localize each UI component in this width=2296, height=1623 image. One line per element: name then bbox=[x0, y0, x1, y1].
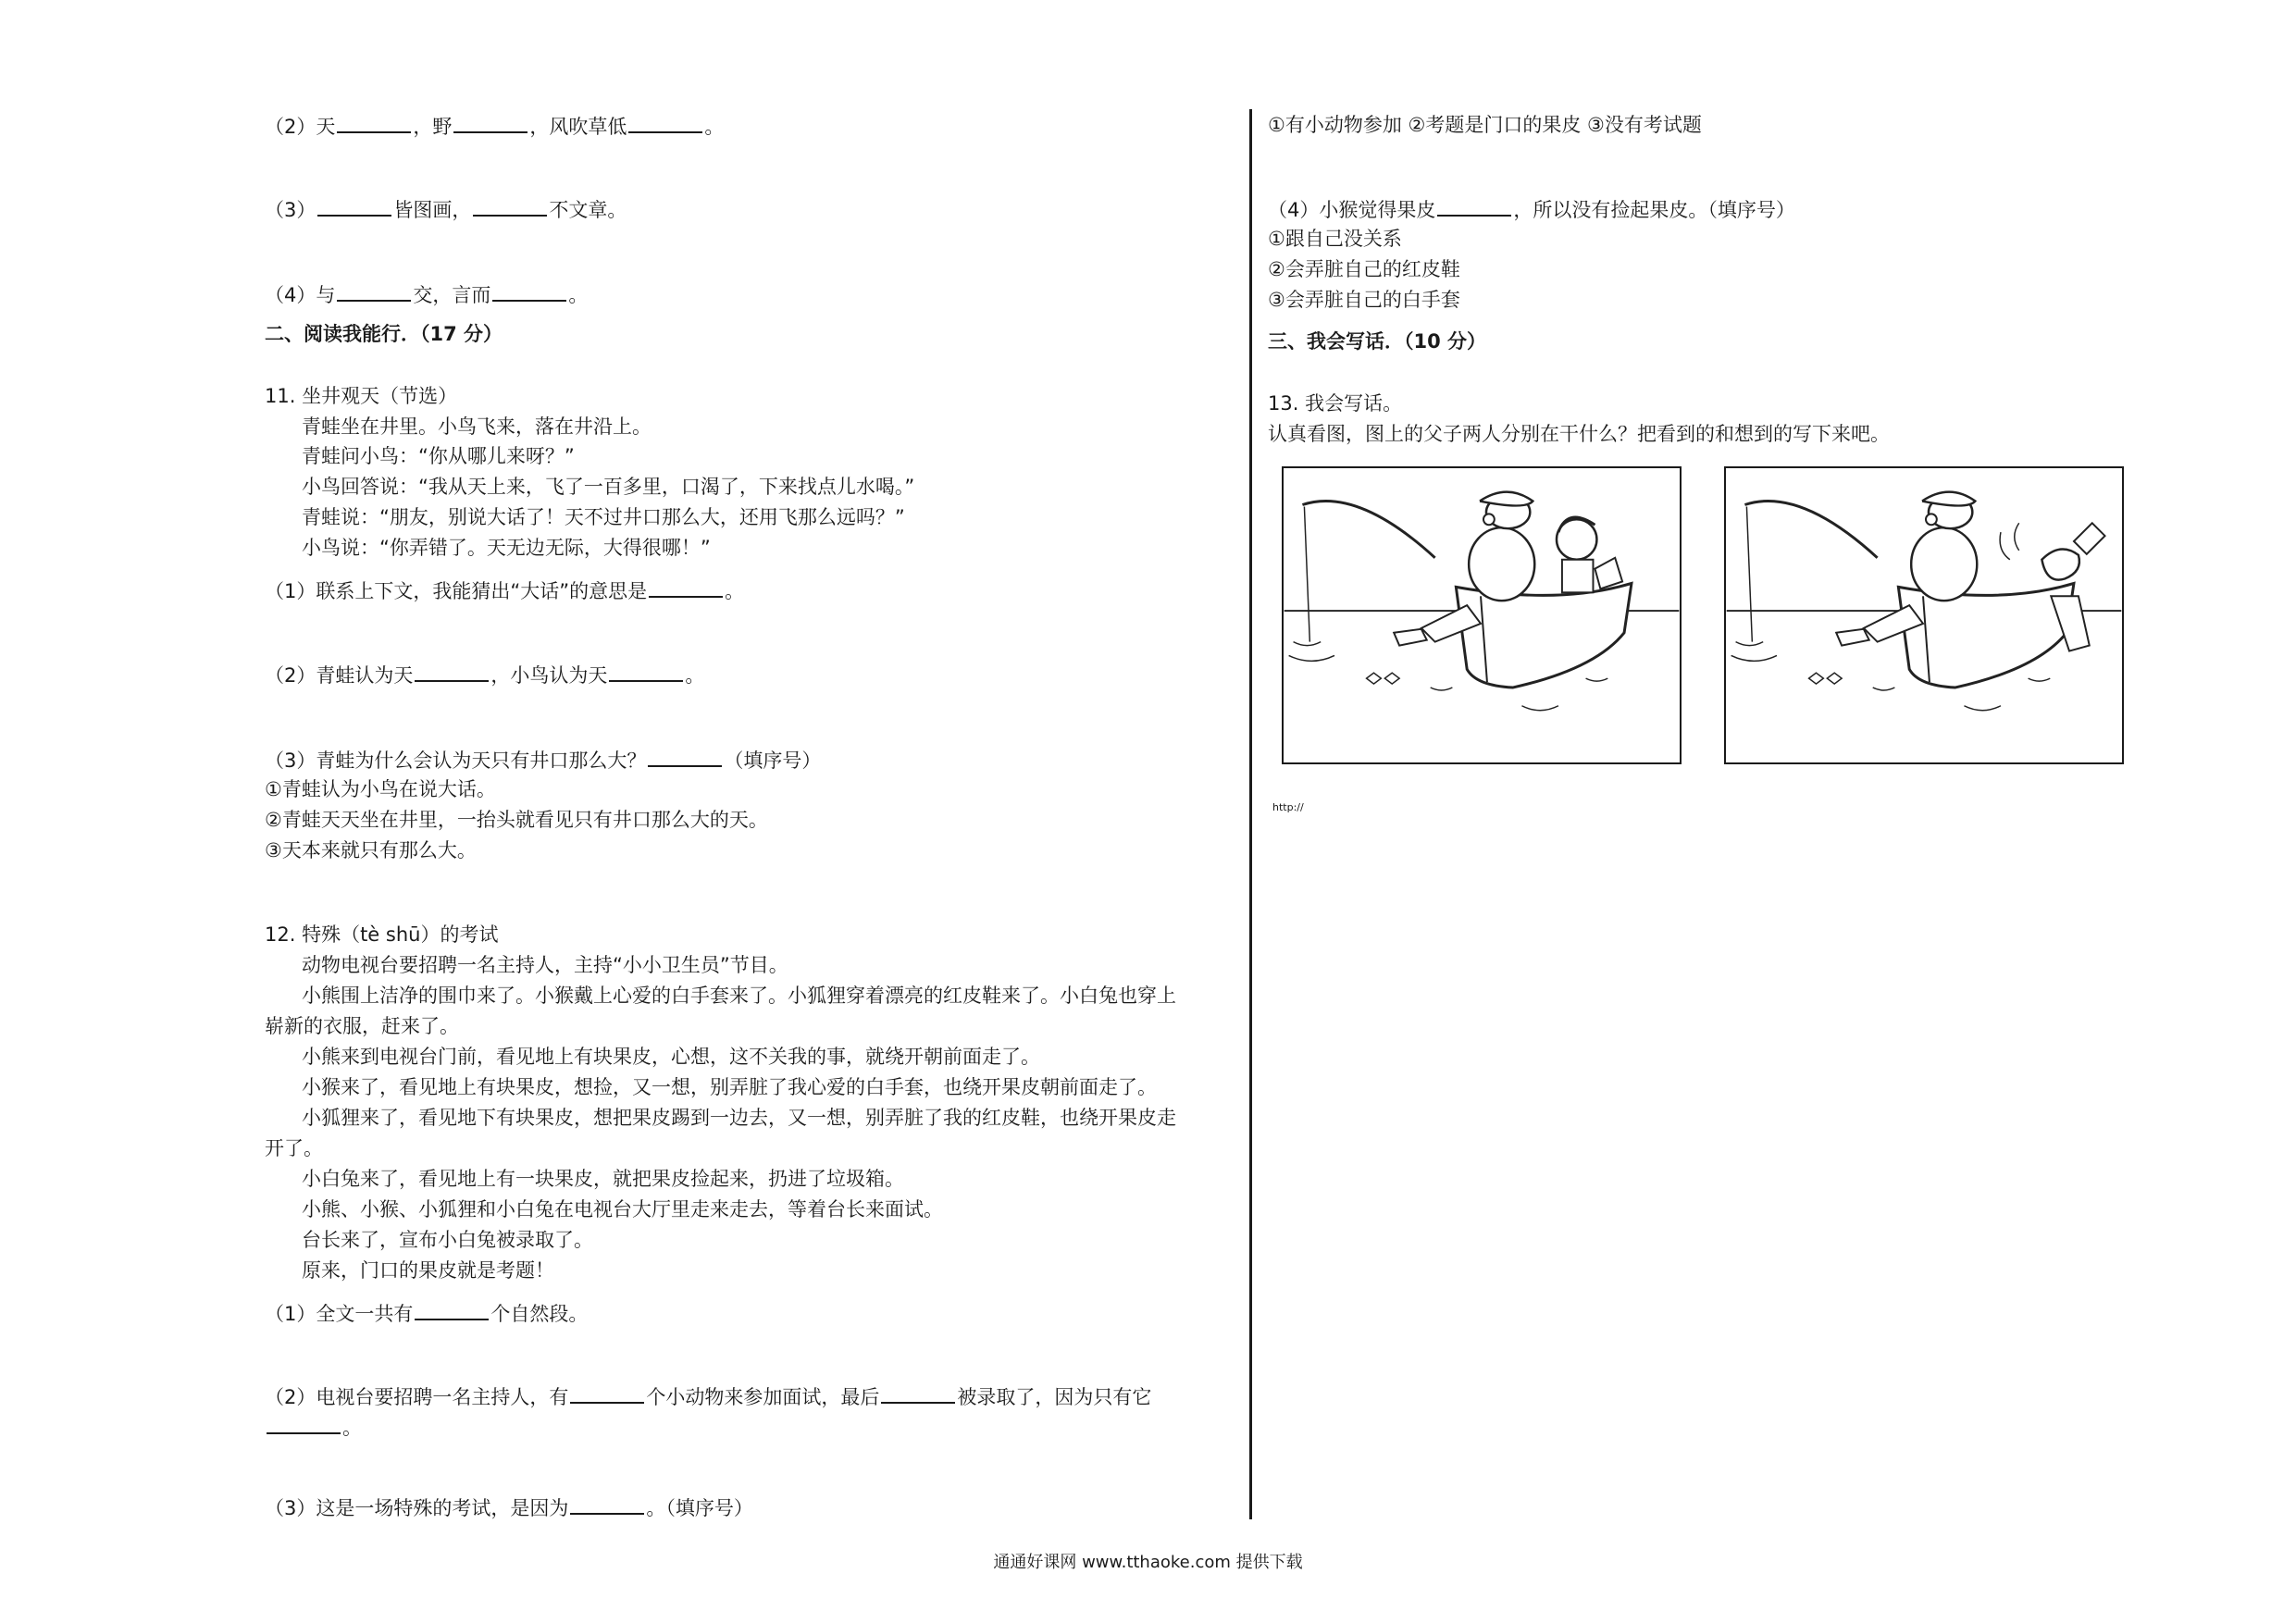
q12-paragraph: 小熊来到电视台门前，看见地上有块果皮，心想，这不关我的事，就绕开朝前面走了。 bbox=[302, 1046, 1040, 1068]
q12-2-line-cont: 。 bbox=[265, 1412, 362, 1442]
column-divider bbox=[1249, 109, 1252, 1519]
q13-prompt: 认真看图，图上的父子两人分别在干什么？把看到的和想到的写下来吧。 bbox=[1268, 423, 1890, 445]
q11-3-option: ①青蛙认为小鸟在说大话。 bbox=[265, 778, 496, 800]
q10-2-line: （2）天 ，野 ，风吹草低 。 bbox=[265, 111, 724, 141]
q13-title: 13. 我会写话。 bbox=[1268, 392, 1403, 415]
answer-blank[interactable] bbox=[492, 279, 566, 302]
q12-paragraph: 小熊围上洁净的围巾来了。小猴戴上心爱的白手套来了。小狐狸穿着漂亮的红皮鞋来了。小白兔也穿上 bbox=[302, 985, 1176, 1007]
answer-blank[interactable] bbox=[317, 194, 391, 217]
q12-4-line: （4）小猴觉得果皮 ，所以没有捡起果皮。（填序号） bbox=[1268, 194, 1795, 224]
q12-title: 12. 特殊（tè shū）的考试 bbox=[265, 923, 499, 946]
right-column bbox=[1254, 0, 2296, 1623]
q11-paragraph: 青蛙说：“朋友，别说大话了！天不过井口那么大，还用飞那么远吗？” bbox=[302, 506, 905, 528]
q11-3-option: ③天本来就只有那么大。 bbox=[265, 839, 477, 861]
q12-paragraph: 开了。 bbox=[265, 1137, 323, 1159]
answer-blank[interactable] bbox=[267, 1412, 341, 1434]
q12-paragraph: 小白兔来了，看见地上有一块果皮，就把果皮捡起来，扔进了垃圾箱。 bbox=[302, 1168, 904, 1190]
q11-paragraph: 小鸟回答说：“我从天上来，飞了一百多里，口渴了，下来找点儿水喝。” bbox=[302, 476, 915, 498]
q11-1-line: （1）联系上下文，我能猜出“大话”的意思是 。 bbox=[265, 576, 744, 605]
q12-3-line: （3）这是一场特殊的考试，是因为 。（填序号） bbox=[265, 1493, 753, 1522]
answer-blank[interactable] bbox=[570, 1493, 644, 1515]
q11-3-option: ②青蛙天天坐在井里，一抬头就看见只有井口那么大的天。 bbox=[265, 809, 768, 831]
q11-paragraph: 青蛙坐在井里。小鸟飞来，落在井沿上。 bbox=[302, 415, 652, 438]
section-2-heading: 二、阅读我能行．（17 分） bbox=[265, 323, 503, 345]
q11-title: 11. 坐井观天（节选） bbox=[265, 385, 458, 407]
fishing-picture-1 bbox=[1282, 466, 1682, 764]
answer-blank[interactable] bbox=[473, 194, 547, 217]
q12-paragraph: 原来，门口的果皮就是考题！ bbox=[302, 1259, 554, 1282]
answer-blank[interactable] bbox=[609, 660, 683, 682]
q11-2-line: （2）青蛙认为天 ，小鸟认为天 。 bbox=[265, 660, 704, 689]
q12-4-option: ③会弄脏自己的白手套 bbox=[1268, 289, 1460, 311]
q12-4-option: ①跟自己没关系 bbox=[1268, 228, 1402, 250]
answer-blank[interactable] bbox=[337, 111, 411, 133]
answer-blank[interactable] bbox=[570, 1381, 644, 1404]
q11-paragraph: 青蛙问小鸟：“你从哪儿来呀？” bbox=[302, 445, 575, 467]
q12-paragraph: 小狐狸来了，看见地下有块果皮，想把果皮踢到一边去，又一想，别弄脏了我的红皮鞋，也绕开果皮走 bbox=[302, 1107, 1176, 1129]
fishing-illustration bbox=[1284, 468, 1680, 762]
q10-3-line: （3） 皆图画， 不文章。 bbox=[265, 194, 627, 224]
answer-blank[interactable] bbox=[337, 279, 411, 302]
q12-paragraph: 动物电视台要招聘一名主持人，主持“小小卫生员”节目。 bbox=[302, 954, 788, 976]
answer-blank[interactable] bbox=[881, 1381, 955, 1404]
q12-2-line: （2）电视台要招聘一名主持人，有 个小动物来参加面试，最后 被录取了，因为只有它 bbox=[265, 1381, 1151, 1411]
q12-4-option: ②会弄脏自己的红皮鞋 bbox=[1268, 258, 1460, 280]
q12-3-options: ①有小动物参加 ②考题是门口的果皮 ③没有考试题 bbox=[1268, 114, 1702, 136]
answer-blank[interactable] bbox=[628, 111, 702, 133]
q10-4-line: （4）与 交，言而 。 bbox=[265, 279, 588, 309]
fishing-illustration bbox=[1726, 468, 2122, 762]
q12-paragraph: 崭新的衣服，赶来了。 bbox=[265, 1015, 459, 1037]
q12-paragraph: 小猴来了，看见地上有块果皮，想捡，又一想，别弄脏了我心爱的白手套，也绕开果皮朝前面走了。 bbox=[302, 1076, 1157, 1098]
answer-blank[interactable] bbox=[648, 745, 722, 767]
q12-1-line: （1）全文一共有 个自然段。 bbox=[265, 1298, 588, 1328]
q12-paragraph: 小熊、小猴、小狐狸和小白兔在电视台大厅里走来走去，等着台长来面试。 bbox=[302, 1198, 943, 1220]
answer-blank[interactable] bbox=[453, 111, 527, 133]
page-footer: 通通好课网 www.tthaoke.com 提供下载 bbox=[993, 1553, 1303, 1572]
q11-3-line: （3）青蛙为什么会认为天只有井口那么大？ （填序号） bbox=[265, 745, 821, 774]
fishing-picture-2 bbox=[1724, 466, 2124, 764]
section-3-heading: 三、我会写话．（10 分） bbox=[1268, 330, 1487, 353]
small-url-text: http:// bbox=[1272, 801, 1304, 813]
q12-paragraph: 台长来了，宣布小白兔被录取了。 bbox=[302, 1229, 593, 1251]
answer-blank[interactable] bbox=[649, 576, 723, 598]
answer-blank[interactable] bbox=[1437, 194, 1511, 217]
answer-blank[interactable] bbox=[415, 1298, 489, 1320]
q11-paragraph: 小鸟说：“你弄错了。天无边无际，大得很哪！” bbox=[302, 537, 711, 559]
answer-blank[interactable] bbox=[415, 660, 489, 682]
